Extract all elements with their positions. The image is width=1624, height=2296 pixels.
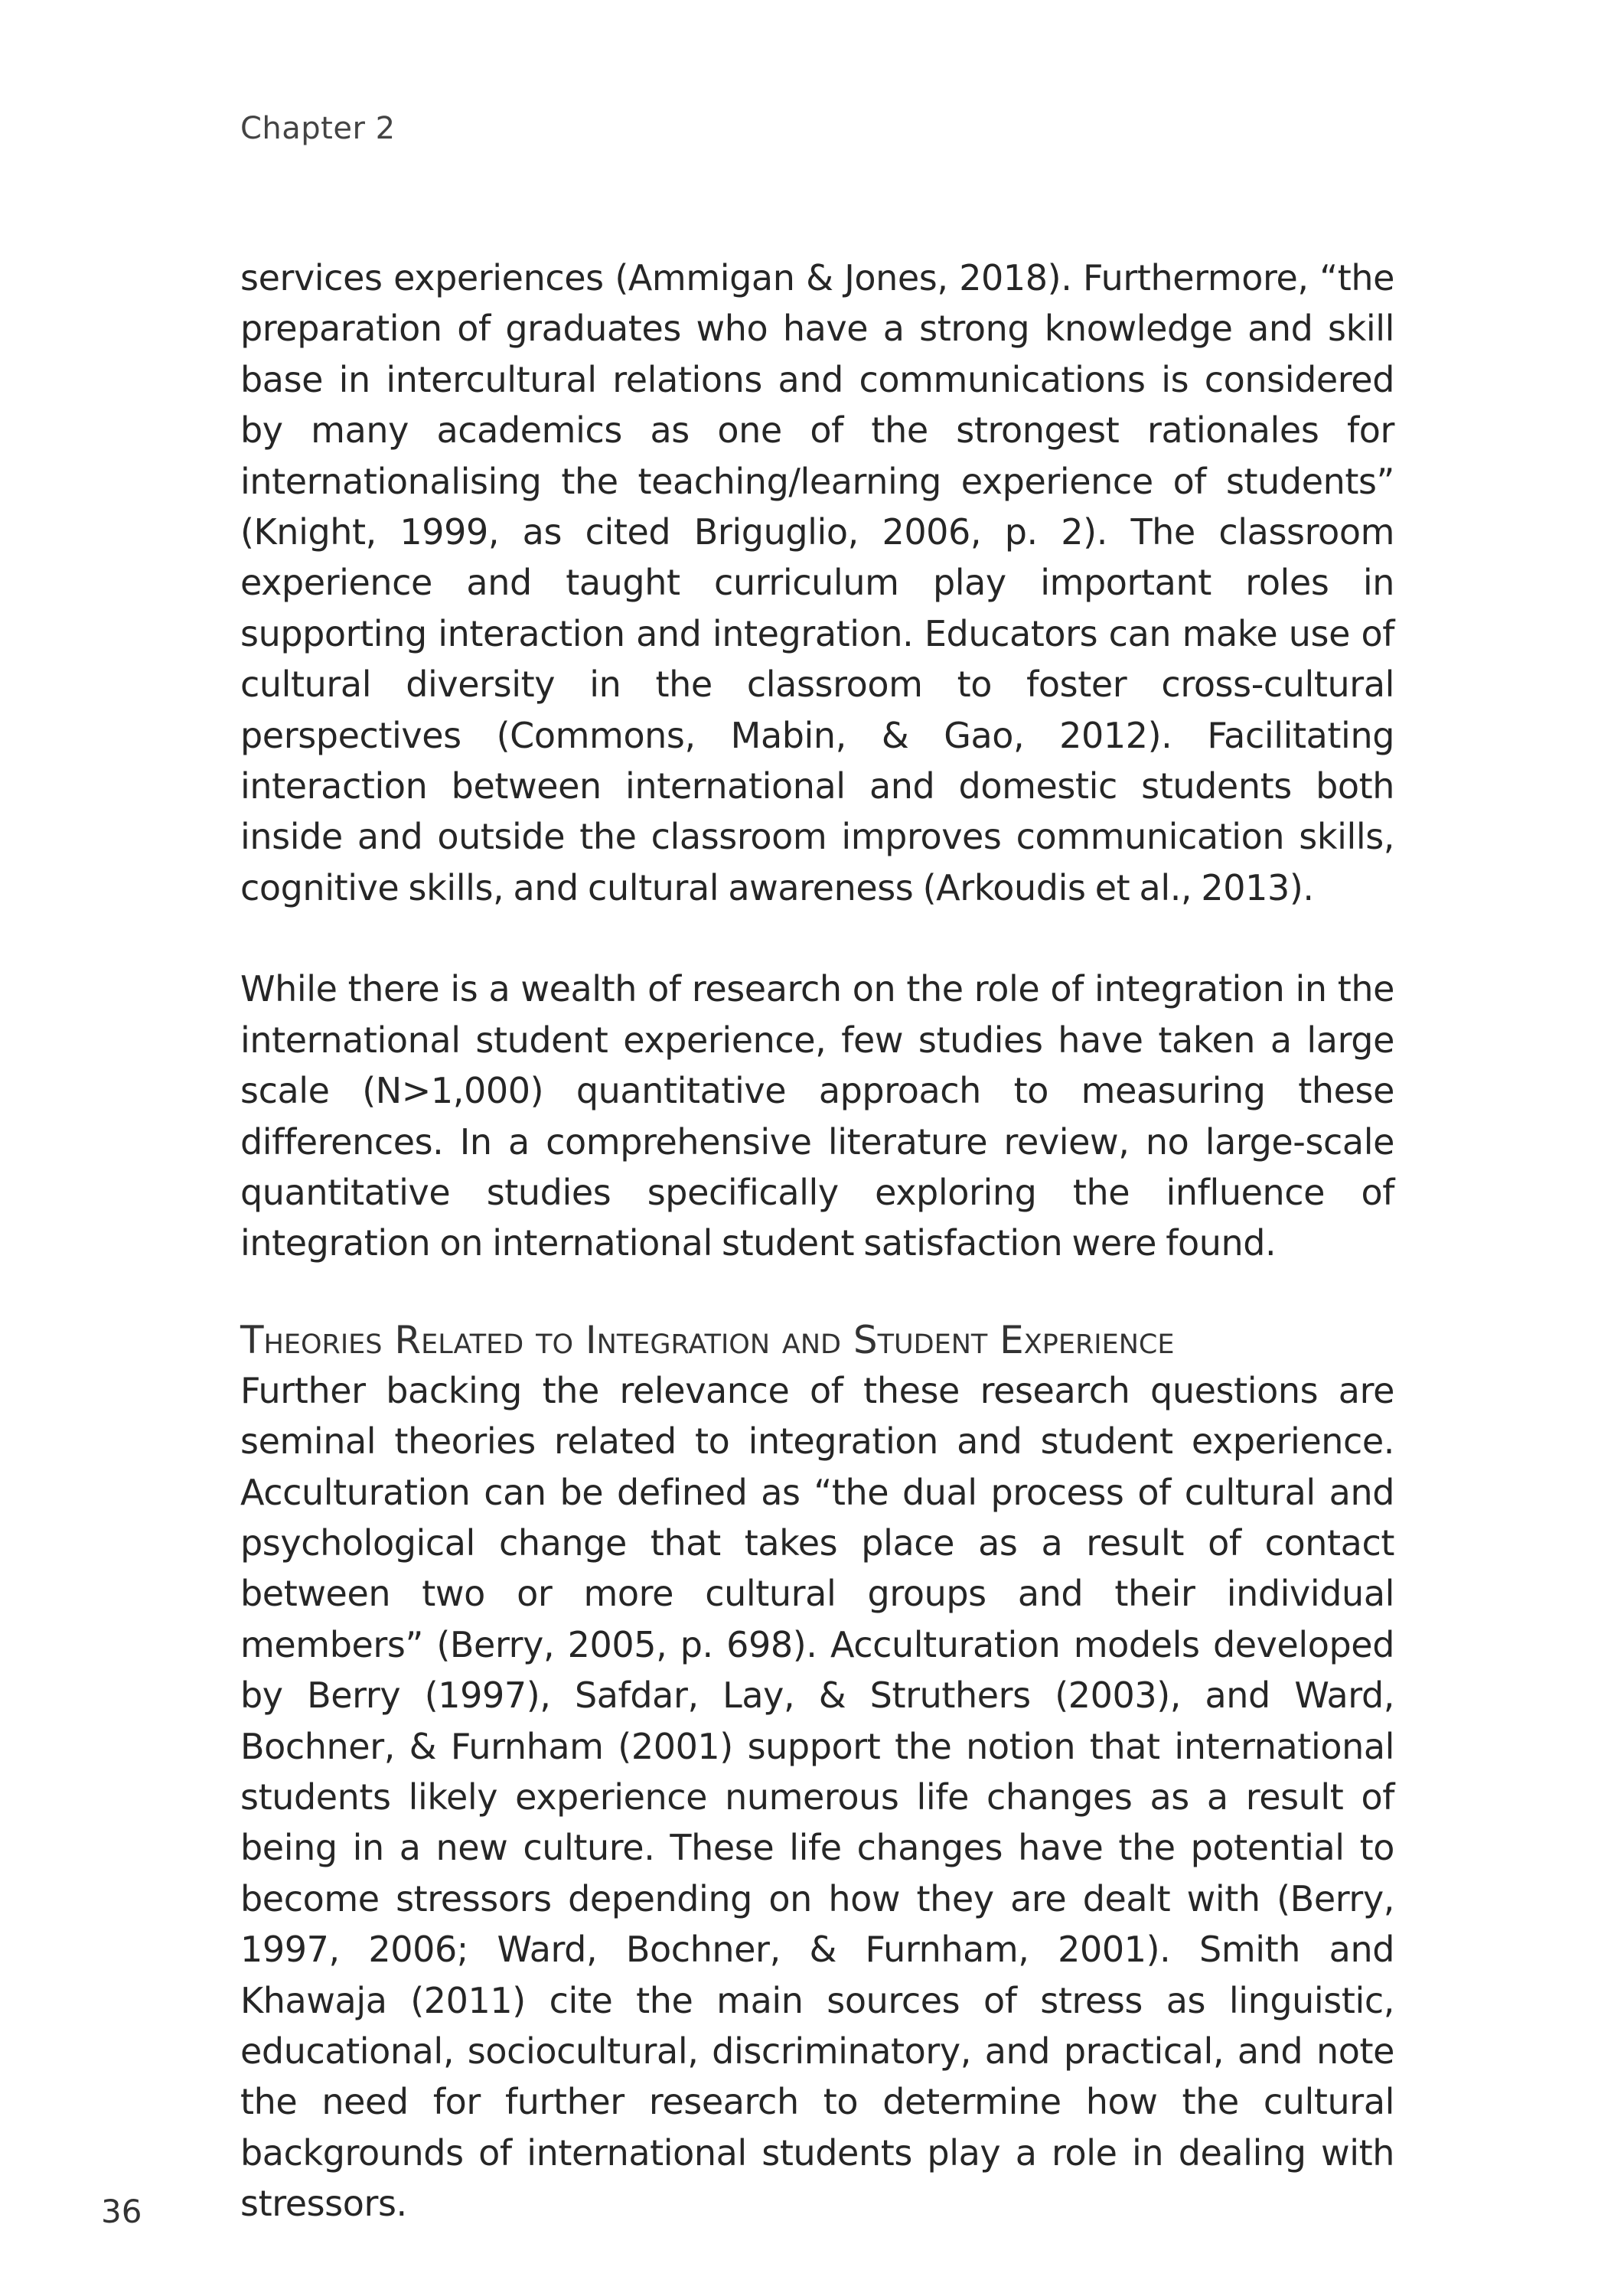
paragraph-3: Further backing the relevance of these research questions are seminal theories related to integration and student experience. Acculturation can be defined as “the dual process of cultural and psychological change that takes place as a result of contact between two or more cultural groups and their individual members” (Berry, 2005, p. 698). Acculturation models developed by Berry (1997), Safdar, Lay, & Struthers (2003), and Ward, Bochner, & Furnham (2001) support the notion that international students likely experience numerous life changes as a result of being in a new culture. These life changes have the potential to become stressors depending on how they are dealt with (Berry, 1997, 2006; Ward, Bochner, & Furnham, 2001). Smith and Khawaja (2011) cite the main sources of stress as linguistic, educational, sociocultural, discriminatory, and practical, and note the need for further research to determine how the cultural backgrounds of international students play a role in dealing with stressors. xyxy=(240,1369,1394,2225)
page-number: 36 xyxy=(101,2193,142,2230)
paragraph-1: services experiences (Ammigan & Jones, 2018). Furthermore, “the preparation of graduates who have a strong knowledge and skill base in intercultural relations and communications is considered by many academics as one of the strongest rationales for internationalising the teaching/learning experience of students” (Knight, 1999, as cited Briguglio, 2006, p. 2). The classroom experience and taught curriculum play important roles in supporting interaction and integration. Educators can make use of cultural diversity in the classroom to foster cross-cultural perspectives (Commons, Mabin, & Gao, 2012). Facilitating interaction between international and domestic students both inside and outside the classroom improves communication skills, cognitive skills, and cultural awareness (Arkoudis et al., 2013). xyxy=(240,257,1394,908)
paragraph-2: While there is a wealth of research on the role of integration in the international student experience, few studies have taken a large scale (N>1,000) quantitative approach to measuring these differences. In a comprehensive literature review, no large-scale quantitative studies specifically exploring the influence of integration on international student satisfaction were found. xyxy=(240,968,1394,1264)
body-text xyxy=(240,253,1394,2229)
running-head: Chapter 2 xyxy=(240,111,396,146)
section-heading: Theories Related to Integration and Student Experience xyxy=(240,1317,1175,1362)
